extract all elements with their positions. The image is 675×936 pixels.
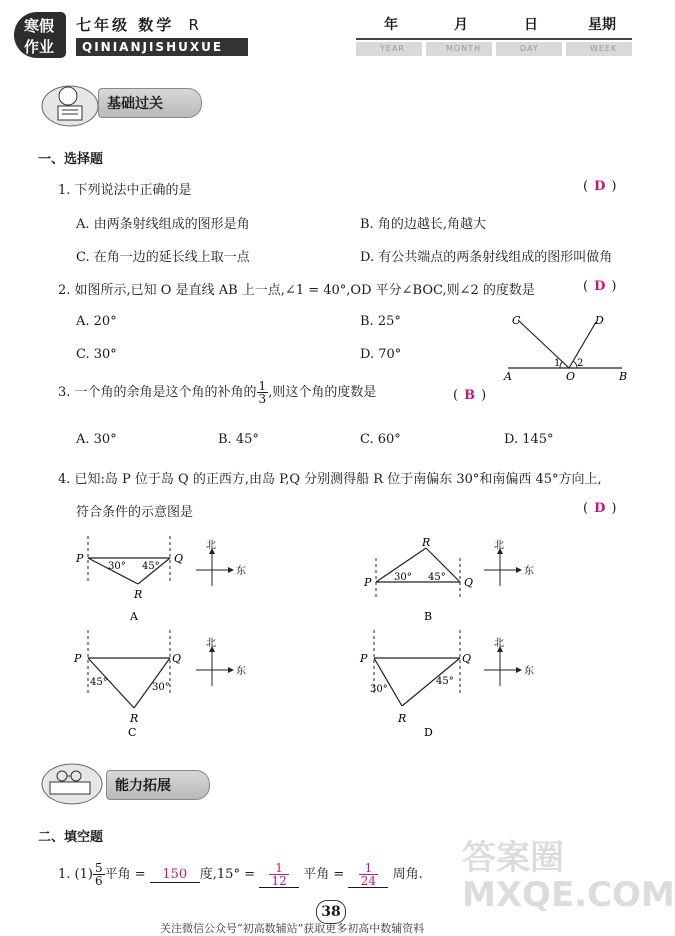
svg-text:1: 1 [554, 358, 561, 369]
svg-text:D: D [595, 314, 604, 327]
svg-text:北: 北 [206, 540, 216, 551]
q2-answer: ( D ) [583, 279, 617, 294]
svg-text:北: 北 [494, 540, 504, 551]
footer-text: 关注微信公众号“初高数辅站”获取更多初高中数辅资料 [160, 922, 425, 935]
part2-title: 二、填空题 [38, 830, 104, 845]
p2-q1: 1. (1) $\frac{5}{6}$ 平角 = 150 度,15° = $\frac{1}{12}$ 平角 = $\frac{1}{24}$ 周角. [58, 861, 423, 888]
month-label: 月 [454, 17, 468, 33]
q2-stem: 2. 如图所示,已知 O 是直线 AB 上一点,∠1 = 40°,OD 平分∠BOC,则∠2 的度数是 [58, 283, 535, 298]
q2-angle-figure [498, 308, 632, 384]
p2-q1-fraction: $\frac{5}{6}$ [94, 861, 103, 888]
q3-option-b: B. 45° [218, 432, 259, 447]
svg-text:北: 北 [494, 638, 504, 649]
watermark: 答案圈 MXQE.COM [462, 838, 675, 916]
svg-text:Q: Q [172, 652, 182, 665]
q4-stem-line1: 4. 已知:岛 P 位于岛 Q 的正西方,由岛 P,Q 分别测得船 R 位于南偏东 30°和南偏西 45°方向上, [58, 472, 602, 487]
svg-text:A: A [130, 610, 138, 623]
svg-text:A: A [504, 370, 512, 383]
q3-answer: ( B ) [453, 388, 487, 403]
q3-option-a: A. 30° [76, 432, 117, 447]
header-badge [14, 12, 66, 58]
q1-option-b: B. 角的边越长,角越大 [360, 217, 486, 232]
section-banner-basic: 基础过关 [98, 88, 202, 118]
svg-text:B: B [424, 610, 433, 623]
student-reading-icon [38, 80, 102, 130]
p2-q1-blank2: $\frac{1}{12}$ [259, 862, 299, 888]
part1-title: 一、选择题 [38, 152, 104, 167]
badge-bottom-text: 作业 [24, 38, 55, 56]
q1-option-c: C. 在角一边的延长线上取一点 [76, 250, 250, 265]
q4-figure-b [360, 536, 550, 628]
q4-stem-line2: 符合条件的示意图是 [76, 505, 194, 520]
q1-stem: 1. 下列说法中正确的是 [58, 183, 192, 198]
p2-q1-blank1: 150 [150, 867, 200, 883]
q4-figure-c [72, 630, 262, 738]
q1-option-a: A. 由两条射线组成的图形是角 [76, 217, 250, 232]
svg-text:东: 东 [524, 566, 534, 577]
svg-text:东: 东 [236, 666, 246, 677]
q1-option-d: D. 有公共端点的两条射线组成的图形叫做角 [360, 250, 613, 265]
svg-text:P: P [364, 576, 372, 589]
svg-text:D: D [424, 726, 433, 739]
q2-option-c: C. 30° [76, 347, 117, 362]
q2-option-b: B. 25° [360, 314, 401, 329]
svg-text:30°: 30° [108, 561, 126, 572]
q4-figure-d [358, 630, 548, 738]
svg-text:B: B [619, 370, 628, 383]
svg-text:东: 东 [236, 566, 246, 577]
svg-text:P: P [76, 552, 84, 565]
week-label: 星期 [588, 17, 616, 33]
svg-text:P: P [74, 652, 82, 665]
book-subtitle: QINIANJISHUXUE [76, 38, 248, 56]
book-title: 七年级 数学 R [76, 16, 202, 34]
q1-answer: ( D ) [583, 179, 617, 194]
svg-text:30°: 30° [152, 682, 170, 693]
svg-text:C: C [512, 314, 521, 327]
q4-answer: ( D ) [583, 501, 617, 516]
section-banner-advanced: 能力拓展 [106, 770, 210, 800]
svg-text:45°: 45° [428, 572, 446, 583]
svg-text:45°: 45° [90, 677, 108, 688]
q3-fraction: $\frac{1}{3}$ [258, 379, 267, 406]
date-fields: 年 月 日 星期 YEAR MONTH DAY WEEK [356, 14, 632, 58]
day-label: 日 [524, 17, 538, 33]
svg-text:R: R [422, 536, 431, 549]
svg-text:R: R [130, 712, 139, 725]
svg-text:R: R [134, 588, 143, 601]
books-glasses-icon [38, 758, 108, 808]
year-label: 年 [384, 17, 398, 33]
svg-text:45°: 45° [436, 676, 454, 687]
page-number: 38 [316, 900, 346, 924]
q2-option-d: D. 70° [360, 347, 402, 362]
date-divider [356, 38, 632, 40]
svg-text:2: 2 [577, 358, 584, 369]
badge-top-text: 寒假 [24, 17, 55, 35]
svg-text:北: 北 [206, 638, 216, 649]
svg-text:Q: Q [174, 552, 184, 565]
svg-text:C: C [128, 726, 137, 739]
p2-q1-blank3: $\frac{1}{24}$ [348, 862, 388, 888]
q4-figure-a [72, 536, 262, 628]
svg-text:Q: Q [462, 652, 472, 665]
q3-option-c: C. 60° [360, 432, 401, 447]
svg-text:O: O [566, 370, 576, 383]
q3-option-d: D. 145° [504, 432, 554, 447]
q2-option-a: A. 20° [76, 314, 117, 329]
q3-stem: 3. 一个角的余角是这个角的补角的 $\frac{1}{3}$ ,则这个角的度数是 [58, 379, 377, 406]
svg-text:东: 东 [524, 666, 534, 677]
svg-text:R: R [398, 712, 407, 725]
svg-text:P: P [360, 652, 368, 665]
svg-text:30°: 30° [370, 684, 388, 695]
svg-text:Q: Q [464, 576, 474, 589]
svg-text:45°: 45° [142, 561, 160, 572]
svg-text:30°: 30° [394, 572, 412, 583]
